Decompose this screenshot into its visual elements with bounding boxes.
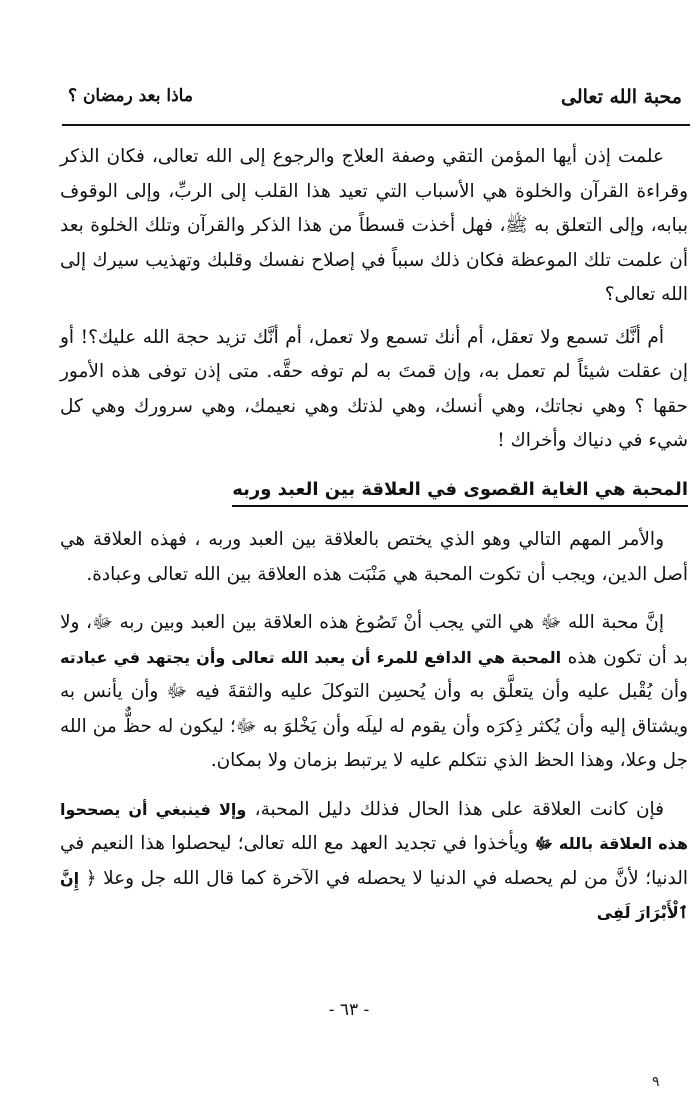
header-divider (62, 124, 690, 126)
section-heading-wrapper (60, 473, 688, 508)
section-heading: المحبة هي الغاية القصوى في العلاقة بين العبد وربه (232, 475, 688, 507)
paragraph-1: علمت إذن أيها المؤمن التقي وصفة العلاج والرجوع إلى الله تعالى، فكان الذكر وقراءة القرآن والخلوة هي الأسباب التي تعيد هذا القلب إلى الربِّ، وإلى الوقوف ببابه، وإلى التعلق به ﷺ، فهل أخذت قسطاً من هذا الذكر والقرآن وتلك الخلوة بعد أن علمت تلك الموعظة فكان ذلك سبباً في إصلاح نفسك وقلبك وتهذيب سيرك إلى الله تعالى؟ (60, 146, 688, 305)
paragraph-4-text-a: إنَّ محبة الله ﷻ هي التي يجب أنْ تَصُوغ هذه العلاقة بين العبد وبين ربه ﷻ، ولا بد أن تكون هذه (60, 612, 689, 668)
paragraph-2: أم أنَّك تسمع ولا تعقل، أم أنك تسمع ولا تعمل، أم أنَّك تزيد حجة الله عليك؟! أو إن عقلت شيئاً لم تعمل به، وإن قمتَ به لم توفه حقَّه. متى إذن توفى هذه الأمور حقها ؟ وهي نجاتك، وهي أنسك، وهي لذتك وهي نعيمك، وهي سرورك وهي كل شيء في دنياك وأخراك ! (60, 326, 688, 451)
header-chapter-title: محبة الله تعالى (560, 86, 682, 108)
header-book-title: ماذا بعد رمضان ؟ (68, 86, 193, 106)
paragraph-5-bold: وإلا فينبغي أن يصححوا هذه العلاقة بالله ﷻ (60, 799, 688, 853)
paragraph-5-quran-quote: إِنَّ ٱلْأَبْرَارَ لَفِى (60, 868, 688, 922)
page-body (60, 140, 688, 931)
corner-mark: ٩ (652, 1074, 660, 1090)
paragraph-5 (60, 793, 688, 931)
paragraph-4-bold: المحبة هي الدافع للمرء أن يعبد الله تعالى وأن يجتهد في عبادته (60, 647, 562, 667)
paragraph-4 (60, 606, 688, 779)
paragraph-3: والأمر المهم التالي وهو الذي يختص بالعلاقة بين العبد وربه ، فهذه العلاقة هي أصل الدين، ويجب أن تكوت المحبة هي مَنْبَت هذه العلاقة بين الله تعالى وعبادة. (60, 529, 688, 585)
paragraph-5-text-a: فإن كانت العلاقة على هذا الحال فذلك دليل المحبة، (246, 798, 665, 820)
page-number: - ٦٣ - (328, 1000, 370, 1020)
paragraph-5-text-c: ويأخذوا في تجديد العهد مع الله تعالى؛ ليحصلوا هذا النعيم في الدنيا؛ لأنَّ من لم يحصله في الدنيا لا يحصله في الآخرة كما قال الله جل وعلا ﴿ (60, 833, 688, 889)
running-header (62, 86, 690, 122)
paragraph-4-text-c: وأن يُقْبل عليه وأن يتعلَّق به وأن يُحسِن التوكلَ عليه والثقةَ فيه ﷻ وأن يأنس به ويشتاق إليه وأن يُكثر ذِكرَه وأن يقوم له ليلَه وأن يَخْلوَ به ﷻ؛ ليكون له حظٌّ من الله جل وعلا، وهذا الحظ الذي نتكلم عليه لا يرتبط بزمان ولا بمكان. (60, 681, 688, 771)
